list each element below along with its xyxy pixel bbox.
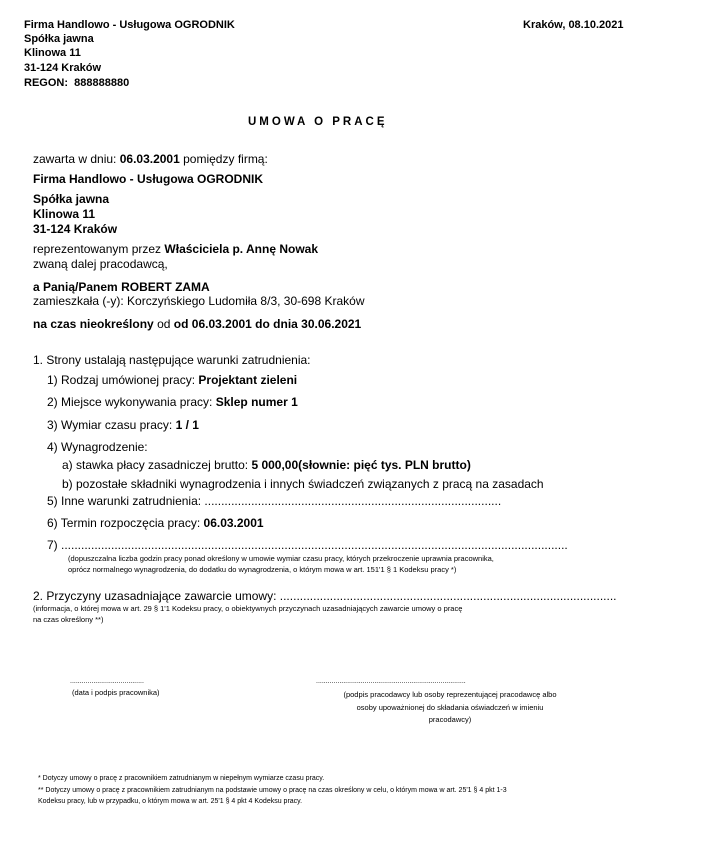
employer-city: 31-124 Kraków bbox=[33, 222, 118, 236]
term-2 bbox=[47, 395, 298, 409]
company-street: Klinowa 11 bbox=[24, 47, 81, 59]
employee-signature-line: ...................................... bbox=[70, 678, 144, 685]
employer-name: Firma Handlowo - Usługowa OGRODNIK bbox=[33, 172, 264, 186]
regon-value: 888888880 bbox=[74, 77, 130, 89]
footnote-1: * Dotyczy umowy o pracę z pracownikiem zatrudnianym w niepełnym wymiarze czasu pracy. bbox=[38, 775, 325, 782]
term-3-label: 3) Wymiar czasu pracy: bbox=[47, 418, 173, 432]
period-od: od bbox=[157, 317, 171, 331]
term-4a-value: 5 000,00(słownie: pięć tys. PLN brutto) bbox=[251, 458, 471, 472]
employee-line bbox=[33, 280, 210, 294]
period-line bbox=[33, 317, 361, 331]
represented-prefix: reprezentowanym przez bbox=[33, 242, 162, 256]
term-4a-label: a) stawka płacy zasadniczej brutto: bbox=[62, 458, 249, 472]
called-employer: zwaną dalej pracodawcą, bbox=[33, 257, 168, 271]
concluded-line bbox=[33, 152, 268, 166]
term-6-label: 6) Termin rozpoczęcia pracy: bbox=[47, 516, 201, 530]
terms-heading: 1. Strony ustalają następujące warunki zatrudnienia: bbox=[33, 353, 311, 367]
company-type: Spółka jawna bbox=[24, 33, 94, 45]
period-range: od 06.03.2001 do dnia 30.06.2021 bbox=[173, 317, 362, 331]
term-2-value: Sklep numer 1 bbox=[215, 395, 298, 409]
concluded-prefix: zawarta w dniu: bbox=[33, 152, 117, 166]
employer-signature-caption-1: (podpis pracodawcy lub osoby reprezentującej pracodawcę albo bbox=[343, 690, 557, 699]
place-date: Kraków, 08.10.2021 bbox=[523, 19, 624, 31]
employee-signature-caption: (data i podpis pracownika) bbox=[72, 688, 160, 697]
concluded-suffix: pomiędzy firmą: bbox=[183, 152, 268, 166]
term-1-value: Projektant zieleni bbox=[198, 373, 298, 387]
represented-line bbox=[33, 242, 318, 256]
reasons-heading: 2. Przyczyny uzasadniające zawarcie umowy: ..................................................................................................... bbox=[33, 589, 617, 603]
represented-by: Właściciela p. Annę Nowak bbox=[164, 242, 319, 256]
company-city: 31-124 Kraków bbox=[24, 62, 102, 74]
employer-type: Spółka jawna bbox=[33, 192, 110, 206]
term-5: 5) Inne warunki zatrudnienia: ......................................................................................... bbox=[47, 494, 502, 508]
reasons-note-1: (informacja, o której mowa w art. 29 § 1'1 Kodeksu pracy, o obiektywnych przyczynach uzasadniających zawarcie umowy o pracę bbox=[33, 604, 463, 613]
period-type: na czas nieokreślony bbox=[33, 317, 154, 331]
residence-address: Korczyńskiego Ludomiła 8/3, 30-698 Kraków bbox=[127, 294, 365, 308]
footnote-2-line-2: Kodeksu pracy, lub w przypadku, o którym mowa w art. 25'1 § 4 pkt 4 Kodeksu pracy. bbox=[38, 798, 303, 805]
employer-signature-caption-3: pracodawcy) bbox=[428, 715, 472, 724]
term-4a bbox=[62, 458, 471, 472]
term-2-label: 2) Miejsce wykonywania pracy: bbox=[47, 395, 213, 409]
employer-street: Klinowa 11 bbox=[33, 207, 96, 221]
employee-prefix: a Panią/Panem bbox=[33, 280, 118, 294]
term-4: 4) Wynagrodzenie: bbox=[47, 440, 148, 454]
footnote-2-line-1: ** Dotyczy umowy o pracę z pracownikiem zatrudnianym na podstawie umowy o pracę na czas określony w celu, o którym mowa w art. 25'1 § 4 pkt 1-3 bbox=[38, 787, 507, 794]
regon-label: REGON: bbox=[24, 77, 68, 89]
reasons-note-2: na czas określony **) bbox=[33, 615, 104, 624]
term-3 bbox=[47, 418, 199, 432]
employer-signature-line: ............................................................................. bbox=[316, 678, 466, 685]
employee-name: ROBERT ZAMA bbox=[121, 280, 210, 294]
term-4b: b) pozostałe składniki wynagrodzenia i innych świadczeń związanych z pracą na zasadach bbox=[62, 477, 544, 491]
term-7-note-2: oprócz normalnego wynagrodzenia, do dodatku do wynagrodzenia, o którym mowa w art. 151'1 § 1 Kodeksu pracy *) bbox=[68, 565, 457, 574]
employer-signature-caption-2: osoby upoważnionej do składania oświadczeń w imieniu bbox=[356, 703, 544, 712]
residence-line bbox=[33, 294, 365, 308]
term-1-label: 1) Rodzaj umówionej pracy: bbox=[47, 373, 196, 387]
term-6 bbox=[47, 516, 264, 530]
concluded-date: 06.03.2001 bbox=[119, 152, 180, 166]
term-6-value: 06.03.2001 bbox=[203, 516, 264, 530]
document-title: UMOWA O PRACĘ bbox=[248, 116, 388, 128]
term-7: 7) ........................................................................................................................................................ bbox=[47, 538, 568, 552]
residence-prefix: zamieszkała (-y): bbox=[33, 294, 124, 308]
term-7-note-1: (dopuszczalna liczba godzin pracy ponad określony w umowie wymiar czasu pracy, których przekroczenie uprawnia pracownika, bbox=[68, 554, 494, 563]
company-name: Firma Handlowo - Usługowa OGRODNIK bbox=[24, 19, 235, 31]
term-1 bbox=[47, 373, 297, 387]
company-regon bbox=[24, 76, 129, 90]
term-3-value: 1 / 1 bbox=[175, 418, 199, 432]
